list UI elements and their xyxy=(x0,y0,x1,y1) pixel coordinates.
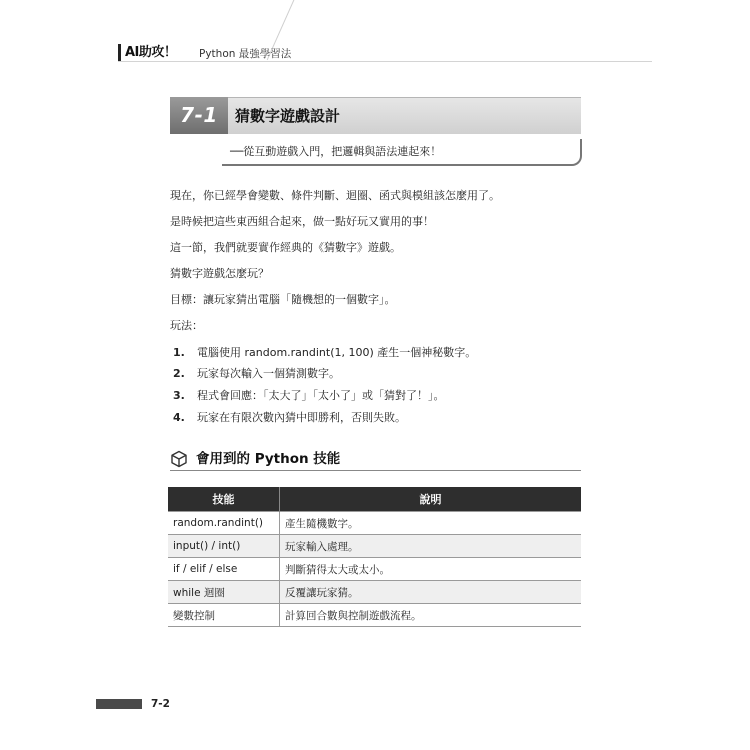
step-text: 程式會回應：「太大了」「太小了」或「猜對了！」。 xyxy=(197,389,445,402)
table-header-row xyxy=(168,487,581,512)
footer-bar xyxy=(96,699,142,709)
step-text: 電腦使用 random.randint(1, 100) 產生一個神秘數字。 xyxy=(197,346,477,359)
description-cell: 反覆讓玩家猜。 xyxy=(280,581,582,604)
paragraph: 現在，你已經學會變數、條件判斷、迴圈、函式與模組該怎麼用了。 xyxy=(170,189,500,202)
header-rule xyxy=(118,61,652,62)
step-text: 玩家每次輸入一個猜測數字。 xyxy=(197,367,340,380)
paragraph: 玩法： xyxy=(170,319,203,332)
header-book-title: Python 最強學習法 xyxy=(199,48,292,60)
table-row xyxy=(168,535,581,558)
description-cell: 計算回合數與控制遊戲流程。 xyxy=(280,604,582,627)
skill-cell: input() / int() xyxy=(168,535,280,558)
column-header-skill: 技能 xyxy=(168,487,280,512)
table-row xyxy=(168,512,581,535)
section-number: 7-1 xyxy=(170,97,228,134)
table-row xyxy=(168,604,581,627)
cube-icon xyxy=(170,450,188,468)
step-number: 2. xyxy=(173,367,185,380)
table-row xyxy=(168,581,581,604)
header-badge: AI助攻！ xyxy=(118,44,176,62)
paragraph: 這一節，我們就要實作經典的《猜數字》遊戲。 xyxy=(170,241,401,254)
skills-heading: 會用到的 Python 技能 xyxy=(196,451,341,467)
step-number: 1. xyxy=(173,346,185,359)
description-cell: 判斷猜得太大或太小。 xyxy=(280,558,582,581)
description-cell: 玩家輸入處理。 xyxy=(280,535,582,558)
skill-cell: random.randint() xyxy=(168,512,280,535)
table-row xyxy=(168,558,581,581)
step-number: 4. xyxy=(173,411,185,424)
skill-cell: if / elif / else xyxy=(168,558,280,581)
paragraph: 猜數字遊戲怎麼玩？ xyxy=(170,267,269,280)
paragraph: 是時候把這些東西組合起來，做一點好玩又實用的事！ xyxy=(170,215,434,228)
section-title: 猜數字遊戲設計 xyxy=(235,107,341,125)
skill-cell: 變數控制 xyxy=(168,604,280,627)
section-banner xyxy=(170,97,581,134)
column-header-description: 說明 xyxy=(280,487,582,512)
skill-cell: while 迴圈 xyxy=(168,581,280,604)
skills-table xyxy=(168,487,581,627)
description-cell: 產生隨機數字。 xyxy=(280,512,582,535)
step-number: 3. xyxy=(173,389,185,402)
paragraph: 目標：讓玩家猜出電腦「隨機想的一個數字」。 xyxy=(170,293,396,306)
skills-rule xyxy=(170,470,581,471)
section-subtitle: ──從互動遊戲入門，把邏輯與語法連起來！ xyxy=(230,145,442,158)
page-number: 7-2 xyxy=(151,698,170,710)
step-text: 玩家在有限次數內猜中即勝利，否則失敗。 xyxy=(197,411,406,424)
